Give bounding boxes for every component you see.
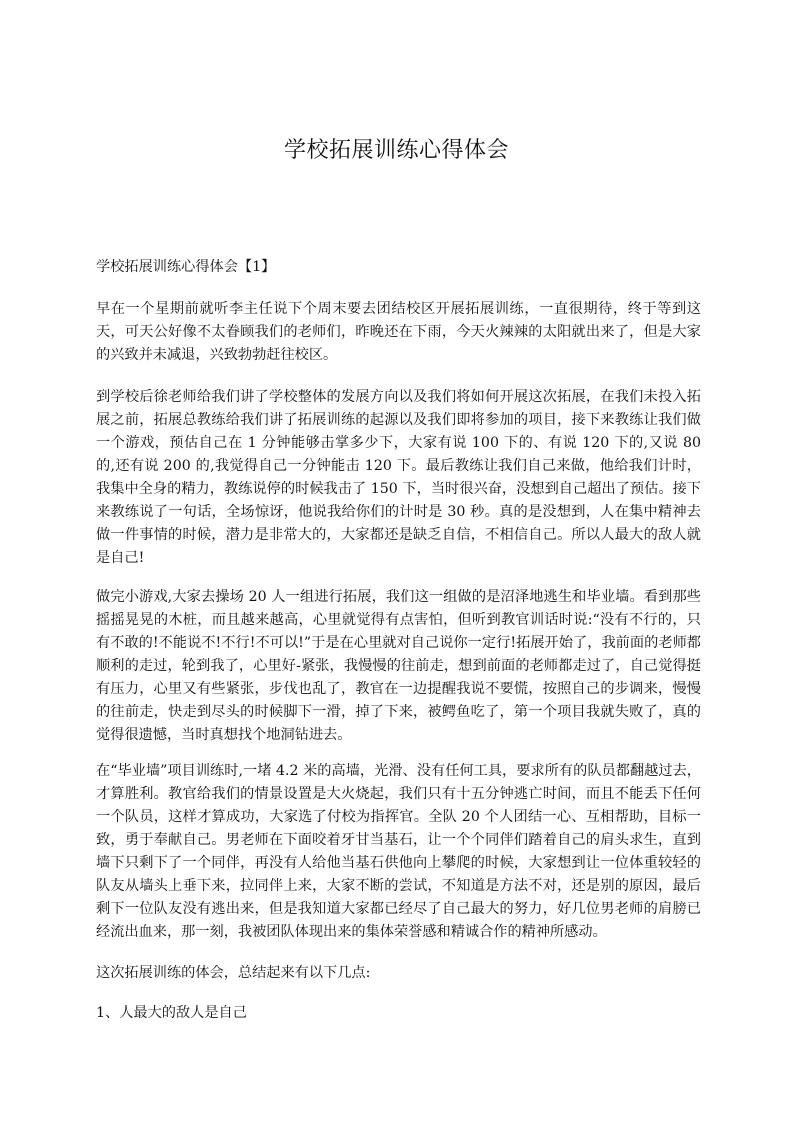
paragraph-2: 到学校后徐老师给我们讲了学校整体的发展方向以及我们将如何开展这次拓展，在我们未投入拓展之前，拓展总教练给我们讲了拓展训练的起源以及我们即将参加的项目，接下来教练让我们做一个游戏，预估自己在 1 分钟能够击掌多少下，大家有说 100 下的、有说 120 下的,又说 80 的,还有说 200 的,我觉得自己一分钟能击 120 下。最后教练让我们自己来做，他给我们计时，我集中全身的精力，教练说停的时候我击了 150 下，当时很兴奋，没想到自己超出了预估。接下来教练说了一句话，全场惊讶，他说我给你们的计时是 30 秒。真的是没想到，人在集中精神去做一件事情的时候，潜力是非常大的，大家都还是缺乏自信，不相信自己。所以人最大的敌人就是自己! — [96, 389, 701, 566]
paragraph-1: 早在一个星期前就听李主任说下个周末要去团结校区开展拓展训练，一直很期待，终于等到这天，可天公好像不太眷顾我们的老师们，昨晚还在下雨，今天火辣辣的太阳就出来了，但是大家的兴致并未减退，兴致勃勃赶往校区。 — [96, 301, 701, 363]
paragraph-4: 在“毕业墙”项目训练时,一堵 4.2 米的高墙，光滑、没有任何工具，要求所有的队员都翻越过去，才算胜利。教官给我们的情景设置是大火烧起，我们只有十五分钟逃亡时间，而且不能丢下任何一个队员，这样才算成功，大家选了付校为指挥官。全队 20 个人团结一心、互相帮助，目标一致，勇于奉献自己。男老师在下面咬着牙甘当基石，让一个个同伴们踏着自己的肩头求生，直到墙下只剩下了一个同伴，再没有人给他当基石供他向上攀爬的时候，大家想到让一位体重较轻的队友从墙头上垂下来，拉同伴上来，大家不断的尝试，不知道是方法不对，还是别的原因，最后剩下一位队友没有逃出来，但是我知道大家都已经尽了自己最大的努力，好几位男老师的肩膀已经流出血来，那一刻，我被团队体现出来的集体荣誉感和精诚合作的精神所感动。 — [96, 763, 701, 940]
document-body — [96, 256, 701, 1025]
section-heading: 学校拓展训练心得体会【1】 — [96, 259, 276, 275]
list-item-1: 1、人最大的敌人是自己 — [96, 1005, 247, 1021]
paragraph-5: 这次拓展训练的体会，总结起来有以下几点: — [96, 965, 371, 981]
paragraph-3: 做完小游戏,大家去操场 20 人一组进行拓展，我们这一组做的是沼泽地逃生和毕业墙。看到那些摇摇晃晃的木桩，而且越来越高，心里就觉得有点害怕，但听到教官训话时说:“没有不行的，只有不敢的!不能说不!不行!不可以!”于是在心里就对自己说你一定行!拓展开始了，我前面的老师都顺利的走过，轮到我了，心里好-紧张，我慢慢的往前走，想到前面的老师都走过了，自己觉得挺有压力，心里又有些紧张，步伐也乱了，教官在一边提醒我说不要慌，按照自己的步调来，慢慢的往前走，快走到尽头的时候脚下一滑，掉了下来，被鳄鱼吃了，第一个项目我就失败了，真的觉得很遗憾，当时真想找个地洞钻进去。 — [96, 589, 701, 743]
document-title: 学校拓展训练心得体会 — [283, 138, 509, 163]
